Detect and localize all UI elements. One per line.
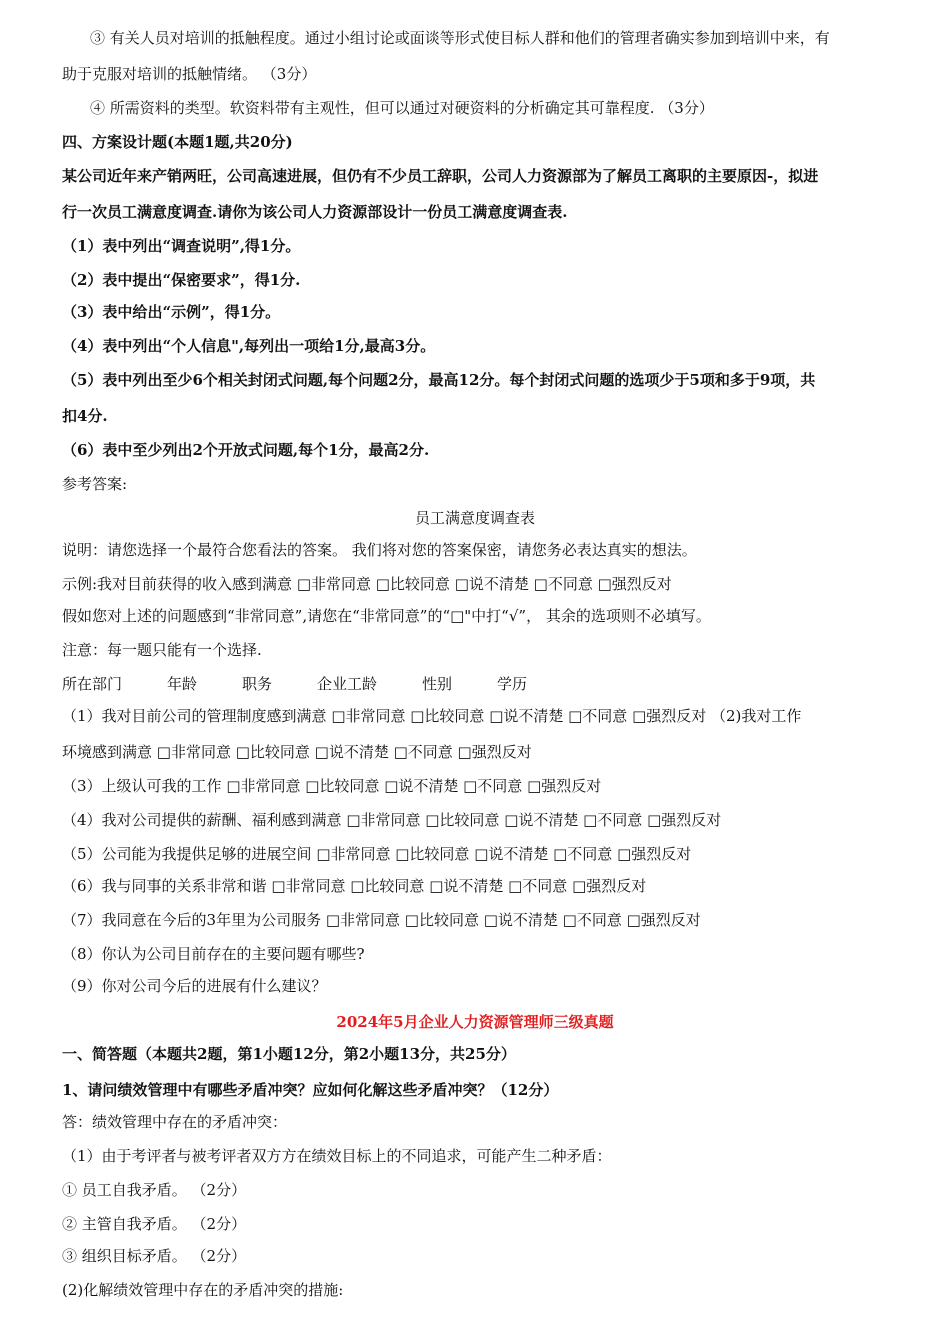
text-line: （5）公司能为我提供足够的进展空间 □非常同意 □比较同意 □说不清楚 □不同意 □强烈反对 (62, 845, 692, 863)
text-line: 某公司近年来产销两旺，公司高速进展，但仍有不少员工辞职，公司人力资源部为了解员工离职的主要原因-，拟进 (62, 167, 819, 185)
text-line: 行一次员工满意度调查.请你为该公司人力资源部设计一份员工满意度调查表. (62, 203, 568, 221)
text-line: （2）表中提出“保密要求”，得1分. (62, 271, 301, 289)
text-line: 2024年5月企业人力资源管理师三级真题 (336, 1013, 614, 1031)
text-line: ③ 组织目标矛盾。 （2分） (62, 1247, 247, 1265)
text-line: （6）我与同事的关系非常和谐 □非常同意 □比较同意 □说不清楚 □不同意 □强烈反对 (62, 877, 647, 895)
text-line: （1）表中列出“调查说明”,得1分。 (62, 237, 301, 255)
text-line: ④ 所需资料的类型。软资料带有主观性，但可以通过对硬资料的分析确定其可靠程度. （3分） (90, 99, 714, 117)
text-line: 助于克服对培训的抵触情绪。 （3分） (62, 65, 317, 83)
text-line: （1）我对目前公司的管理制度感到满意 □非常同意 □比较同意 □说不清楚 □不同意 □强烈反对 （2)我对工作 (62, 707, 802, 725)
text-line: 一、简答题（本题共2题，第1小题12分，第2小题13分，共25分） (62, 1045, 516, 1063)
text-line: （9）你对公司今后的进展有什么建议？ (62, 977, 327, 995)
text-line: 假如您对上述的问题感到“非常同意”,请您在“非常同意”的“□"中打“√”， 其余的选项则不必填写。 (62, 607, 711, 625)
text-line: ③ 有关人员对培训的抵触程度。通过小组讨论或面谈等形式使目标人群和他们的管理者确实参加到培训中来，有 (90, 29, 830, 47)
text-line: 四、方案设计题(本题1题,共20分) (62, 133, 293, 151)
text-line: 说明：请您选择一个最符合您看法的答案。 我们将对您的答案保密，请您务必表达真实的想法。 (62, 541, 697, 559)
text-line: （8）你认为公司目前存在的主要问题有哪些? (62, 945, 365, 963)
text-line: 员工满意度调查表 (414, 509, 535, 527)
text-line: 所在部门 年龄 职务 企业工龄 性别 学历 (62, 675, 528, 693)
text-line: （6）表中至少列出2个开放式问题,每个1分，最高2分. (62, 441, 430, 459)
text-line: ① 员工自我矛盾。 （2分） (62, 1181, 247, 1199)
text-line: 答：绩效管理中存在的矛盾冲突： (62, 1113, 288, 1131)
text-line: ② 主管自我矛盾。 （2分） (62, 1215, 247, 1233)
text-line: （4）我对公司提供的薪酬、福利感到满意 □非常同意 □比较同意 □说不清楚 □不同意 □强烈反对 (62, 811, 722, 829)
text-line: 参考答案: (62, 475, 128, 493)
text-line: （3）上级认可我的工作 □非常同意 □比较同意 □说不清楚 □不同意 □强烈反对 (62, 777, 602, 795)
text-line: （3）表中给出“示例”，得1分。 (62, 303, 281, 321)
text-line: （4）表中列出“个人信息",每列出一项给1分,最高3分。 (62, 337, 436, 355)
text-line: 示例:我对目前获得的收入感到满意 □非常同意 □比较同意 □说不清楚 □不同意 □强烈反对 (62, 575, 672, 593)
text-line: 注意：每一题只能有一个选择. (62, 641, 262, 659)
text-line: 扣4分. (62, 407, 108, 425)
text-line: （1）由于考评者与被考评者双方方在绩效目标上的不同追求，可能产生二种矛盾： (62, 1147, 612, 1165)
text-line: （5）表中列出至少6个相关封闭式问题,每个问题2分，最高12分。每个封闭式问题的选项少于5项和多于9项，共 (62, 371, 816, 389)
text-line: (2)化解绩效管理中存在的矛盾冲突的措施: (62, 1281, 344, 1299)
text-line: 环境感到满意 □非常同意 □比较同意 □说不清楚 □不同意 □强烈反对 (62, 743, 532, 761)
text-line: （7）我同意在今后的3年里为公司服务 □非常同意 □比较同意 □说不清楚 □不同意 □强烈反对 (62, 911, 701, 929)
text-line: 1、请问绩效管理中有哪些矛盾冲突？应如何化解这些矛盾冲突？（12分） (62, 1081, 559, 1099)
